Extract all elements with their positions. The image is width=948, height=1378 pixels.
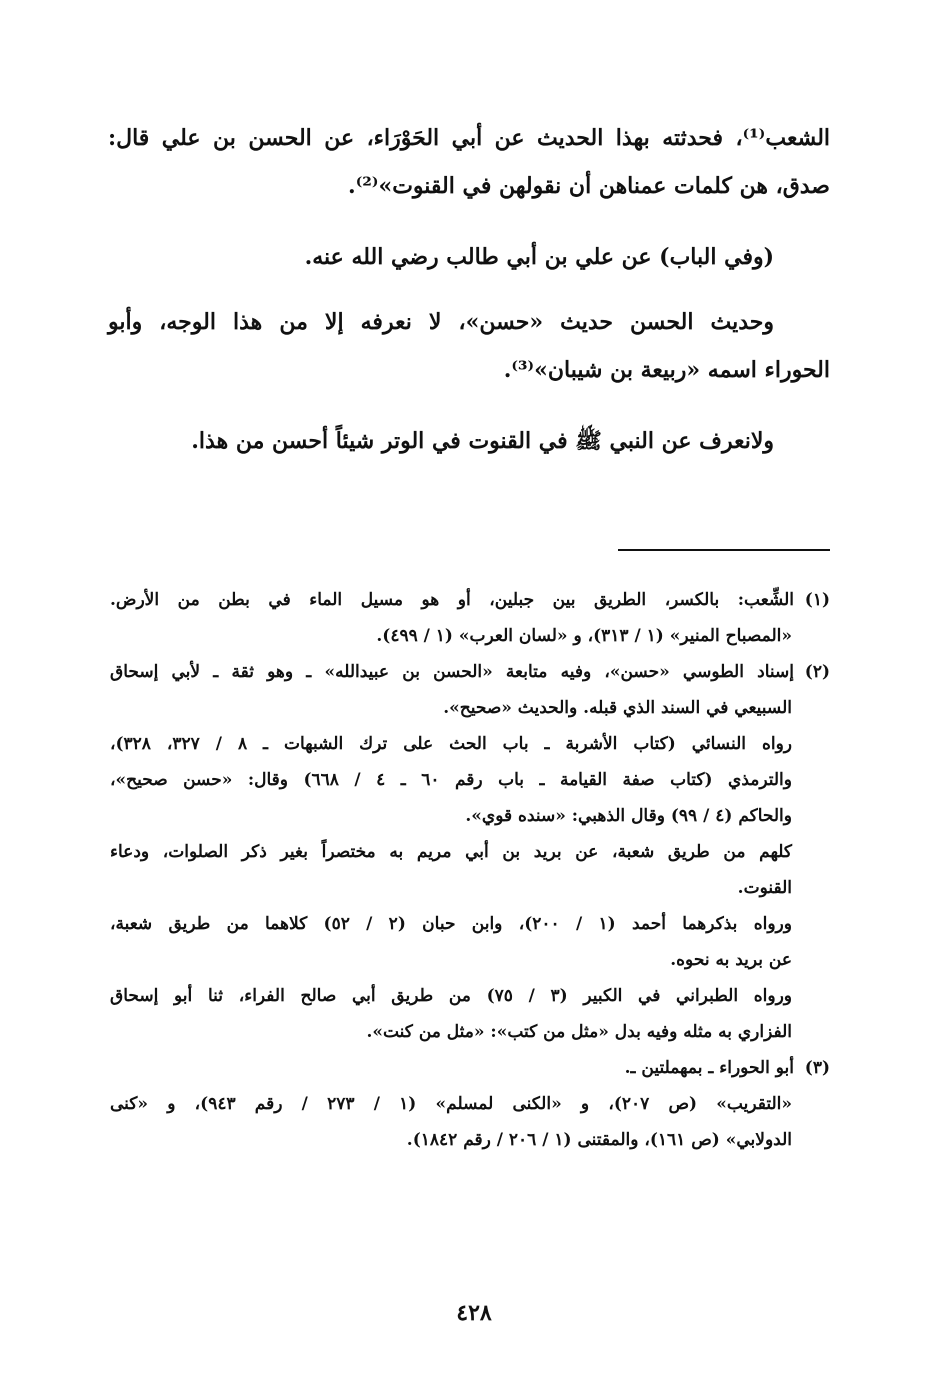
main-text-line: الشعب⁽¹⁾، فحدثته بهذا الحديث عن أبي الحَوْرَاء، عن الحسن بن علي قال:: [108, 125, 831, 151]
footnote-separator: [618, 549, 830, 551]
footnote-number: (٢): [804, 662, 830, 682]
footnote-text-line: رواه النسائي (كتاب الأشربة ـ باب الحث على ترك الشبهات ـ ٨ / ٣٢٧، ٣٢٨)،: [110, 734, 793, 754]
main-text-line: الحوراء اسمه «ربيعة بن شيبان»⁽³⁾.: [503, 357, 830, 383]
main-text-line: صدق، هن كلمات عمناهن أن نقولهن في القنوت»⁽²⁾.: [348, 173, 830, 199]
footnote-text-line: الفزاري به مثله وفيه بدل «مثل من كتب»: «مثل من كنت».: [366, 1022, 792, 1042]
main-paragraph-2: [108, 233, 830, 281]
footnote-3: [110, 1050, 830, 1086]
footnote-text: إسناد الطوسي «حسن»، وفيه متابعة «الحسن بن عبيدالله» ـ وهو ثقة ـ لأبي إسحاق: [110, 662, 794, 682]
page-number: ٤٢٨: [456, 1300, 492, 1326]
main-text-line: (وفي الباب) عن علي بن أبي طالب رضي الله عنه.: [304, 244, 774, 270]
main-text-line: وحديث الحسن حديث «حسن»، لا نعرفه إلا من هذا الوجه، وأبو: [108, 309, 774, 335]
footnote-text-line: ورواه الطبراني في الكبير (٣ / ٧٥) من طريق أبي صالح الفراء، ثنا أبو إسحاق: [110, 986, 793, 1006]
main-paragraph-3: [108, 298, 830, 394]
footnote-1: [110, 582, 830, 618]
footnote-number: (٣): [804, 1058, 830, 1078]
footnote-text: أبو الحوراء ـ بمهملتين ـ.: [624, 1058, 794, 1078]
main-paragraph-4: [108, 417, 830, 465]
footnotes: [110, 582, 830, 1158]
main-paragraph-1: [108, 114, 830, 210]
footnote-text-line: عن بريد به نحوه.: [670, 950, 792, 970]
footnote-text: الشِّعب: بالكسر، الطريق بين جبلين، أو هو مسيل الماء في بطن من الأرض.: [110, 590, 794, 610]
footnote-text-line: القنوت.: [737, 878, 792, 898]
footnote-2: [110, 654, 830, 690]
footnote-text-line: والترمذي (كتاب صفة القيامة ـ باب رقم ٦٠ ـ ٤ / ٦٦٨) وقال: «حسن صحيح»،: [110, 770, 792, 790]
main-text-line: ولانعرف عن النبي ﷺ في القنوت في الوتر شيئاً أحسن من هذا.: [191, 428, 774, 454]
footnote-text-line: الدولابي» (ص ١٦١)، والمقتنى (١ / ٢٠٦ / رقم ١٨٤٢).: [406, 1130, 792, 1150]
footnote-text-line: والحاكم (٤ / ٩٩) وقال الذهبي: «سنده قوي».: [465, 806, 792, 826]
footnote-text-line: «المصباح المنير» (١ / ٣١٣)، و «لسان العرب» (١ / ٤٩٩).: [376, 626, 792, 646]
footnote-number: (١): [804, 590, 830, 610]
footnote-text-line: «التقريب» (ص ٢٠٧)، و «الكنى لمسلم» (١ / ٢٧٣ / رقم ٩٤٣)، و «كنى: [110, 1094, 792, 1114]
footnote-text-line: السبيعي في السند الذي قبله. والحديث «صحيح».: [443, 698, 792, 718]
footnote-text-line: ورواه بذكرهما أحمد (١ / ٢٠٠)، وابن حبان (٢ / ٥٢) كلاهما من طريق شعبة،: [110, 914, 792, 934]
footnote-text-line: كلهم من طريق شعبة، عن بريد بن أبي مريم به مختصراً بغير ذكر الصلوات، ودعاء: [110, 842, 792, 862]
